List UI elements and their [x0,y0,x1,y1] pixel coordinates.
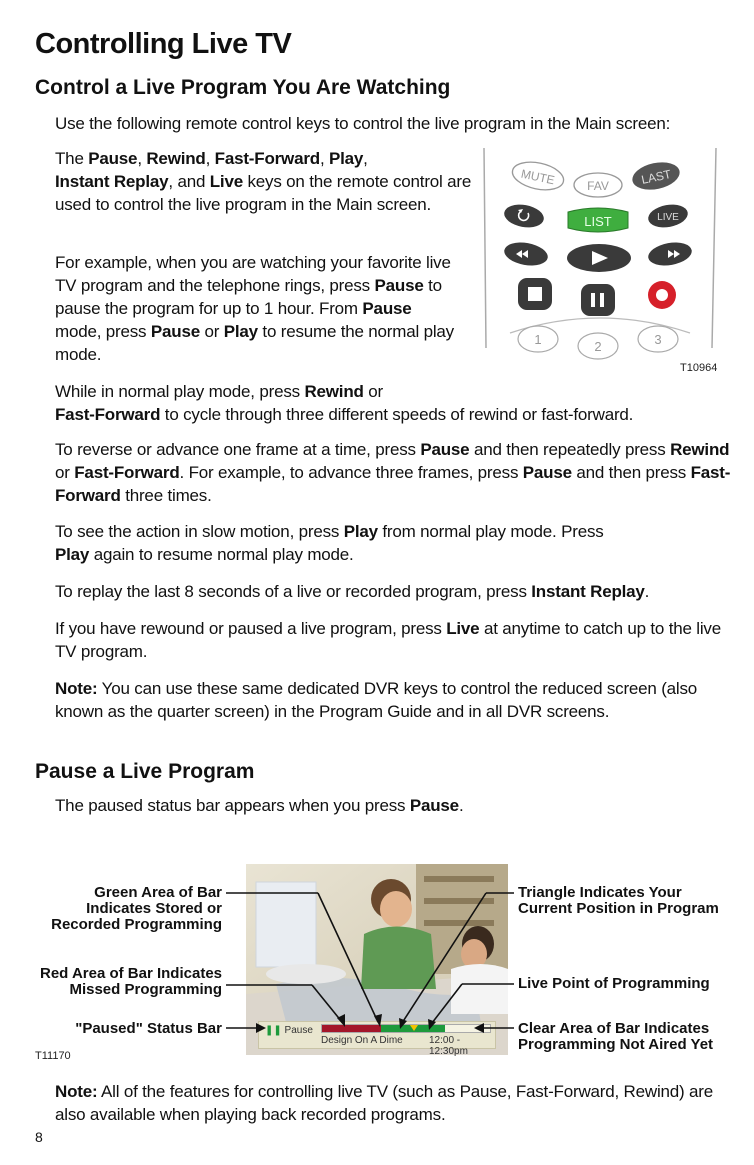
record-key [648,281,676,309]
label-green-area: Green Area of Bar Indicates Stored or Recorded Programming [51,884,222,933]
svg-text:LIST: LIST [584,214,612,229]
svg-text:3: 3 [654,332,662,347]
status-pause-indicator: ❚❚ Pause [265,1025,313,1036]
instant-replay-key [502,202,545,231]
number-key-1 [518,326,558,352]
paragraph-live: If you have rewound or paused a live program, press Live at anytime to catch up to the live TV program. [55,619,721,661]
screen-figure-code: T11170 [35,1050,71,1062]
paragraph-example: For example, when you are watching your favorite live TV program and the telephone rings, press Pause to pause the program for up to 1 hour. From Pause mode, press Pause or Play to resume the normal play mode. [55,253,454,364]
svg-text:FAV: FAV [587,179,609,193]
stop-key [518,278,552,310]
section-heading-pause: Pause a Live Program [35,760,255,783]
pause-intro-paragraph: The paused status bar appears when you press Pause. [55,796,464,815]
svg-text:MUTE: MUTE [519,166,556,188]
number-key-3 [638,326,678,352]
page-title: Controlling Live TV [35,28,292,60]
last-key [630,158,682,193]
label-clear-area: Clear Area of Bar Indicates Programming Not Aired Yet [518,1020,714,1053]
section-heading-control: Control a Live Program You Are Watching [35,76,451,99]
paragraph-keys: The Pause, Rewind, Fast-Forward, Play, Instant Replay, and Live keys on the remote control are used to control the live program in the Main screen. [55,149,472,214]
label-red-area: Red Area of Bar Indicates Missed Programming [40,965,222,998]
number-key-2 [578,333,618,359]
remote-figure-code: T10964 [680,362,718,374]
mute-key [510,158,566,194]
fast-forward-key [646,239,693,268]
status-program-title: Design On A Dime [321,1035,403,1046]
live-key [646,202,689,231]
paragraph-instant-replay: To replay the last 8 seconds of a live or recorded program, press Instant Replay. [55,582,650,601]
fav-key [574,173,622,197]
note-paragraph: Note: You can use these same dedicated DVR keys to control the reduced screen (also known as the quarter screen) in the Program Guide and in all DVR screens. [55,679,698,721]
paragraph-frame-advance: To reverse or advance one frame at a time, press Pause and then repeatedly press Rewind or Fast-Forward. For example, to advance three frames, press Pause and then press Fast-Forward three times. [55,440,731,505]
page-number: 8 [35,1129,43,1145]
paragraph-normal-play: While in normal play mode, press Rewind or Fast-Forward to cycle through three different speeds of rewind or fast-forward. [55,382,634,424]
status-pause-icon: ❚❚ [265,1025,282,1036]
label-paused-bar: "Paused" Status Bar [75,1020,222,1037]
remote-control-illustration [470,148,730,378]
label-triangle: Triangle Indicates Your Current Position in Program [518,884,719,917]
svg-text:LIVE: LIVE [657,212,679,223]
svg-text:2: 2 [594,339,602,354]
pause-key [581,284,615,316]
status-program-time: 12:00 - 12:30pm [429,1035,468,1057]
list-key [568,208,628,232]
svg-text:LAST: LAST [640,167,673,187]
svg-text:1: 1 [534,332,542,347]
paragraph-slow-motion: To see the action in slow motion, press Play from normal play mode. Press Play again to resume normal play mode. [55,522,604,564]
play-key [567,244,631,272]
label-live-point: Live Point of Programming [518,975,710,992]
rewind-key [502,239,549,268]
footnote-paragraph: Note: All of the features for controlling live TV (such as Pause, Fast-Forward, Rewind) are also available when playing back recorded programs. [55,1082,713,1124]
intro-paragraph: Use the following remote control keys to control the live program in the Main screen: [55,114,671,133]
